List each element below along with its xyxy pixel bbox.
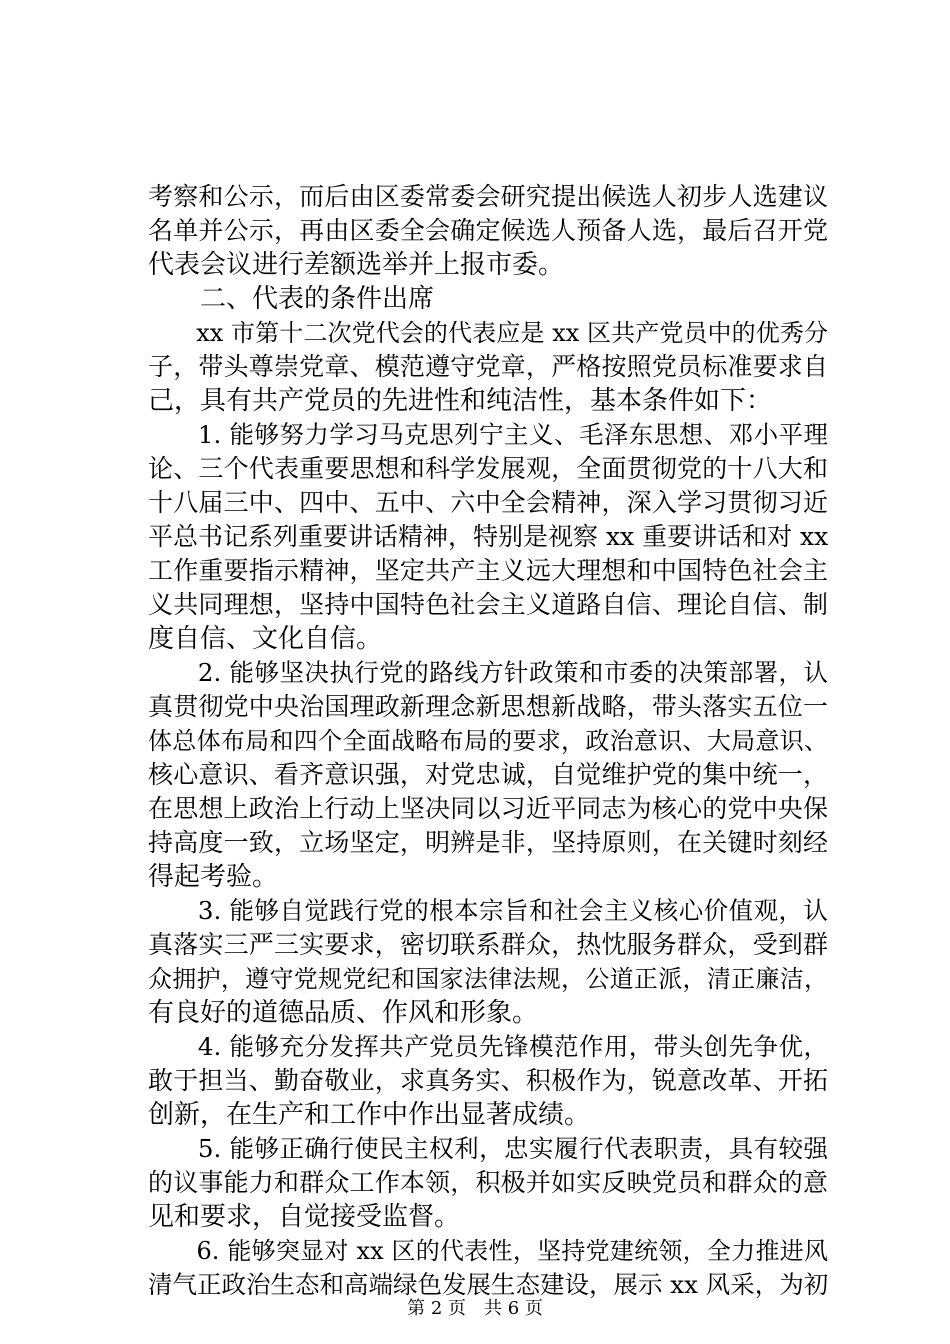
text-line: 真贯彻党中央治国理政新理念新思想新战略，带头落实五位一: [148, 692, 828, 721]
text-line: 2. 能够坚决执行党的路线方针政策和市委的决策部署，认: [148, 658, 828, 687]
text-line: 名单并公示，再由区委全会确定候选人预备人选，最后召开党: [148, 216, 828, 245]
text-line: 真落实三严三实要求，密切联系群众，热忱服务群众，受到群: [148, 930, 828, 959]
text-line: 代表会议进行差额选举并上报市委。: [148, 250, 565, 280]
text-line: 见和要求，自觉接受监督。: [148, 1202, 461, 1232]
text-line: 度自信、文化自信。: [148, 624, 383, 654]
text-line: 体总体布局和四个全面战略布局的要求，政治意识、大局意识、: [148, 727, 828, 755]
page-footer: 第 2 页 共 6 页: [407, 1298, 543, 1319]
text-line: 在思想上政治上行动上坚决同以习近平同志为核心的党中央保: [148, 794, 828, 823]
text-line: 清气正政治生态和高端绿色发展生态建设，展示 xx 风采，为初: [148, 1270, 829, 1299]
text-line: 子，带头尊崇党章、模范遵守党章，严格按照党员标准要求自: [148, 352, 828, 381]
text-line: 义共同理想，坚持中国特色社会主义道路自信、理论自信、制: [148, 590, 828, 619]
text-line: 创新，在生产和工作中作出显著成绩。: [148, 1100, 591, 1130]
text-line: 得起考验。: [148, 862, 279, 892]
text-line: 3. 能够自觉践行党的根本宗旨和社会主义核心价值观，认: [148, 896, 828, 925]
text-line: 6. 能够突显对 xx 区的代表性，坚持党建统领，全力推进风: [148, 1237, 828, 1265]
text-line: 4. 能够充分发挥共产党员先锋模范作用，带头创先争优，: [148, 1032, 828, 1061]
text-line: 持高度一致，立场坚定，明辨是非，坚持原则，在关键时刻经: [148, 828, 828, 857]
text-line: 5. 能够正确行使民主权利，忠实履行代表职责，具有较强: [148, 1134, 828, 1163]
text-line: 己，具有共产党员的先进性和纯洁性，基本条件如下：: [148, 386, 773, 416]
text-line: 核心意识、看齐意识强，对党忠诚，自觉维护党的集中统一，: [148, 760, 828, 789]
text-line: 1. 能够努力学习马克思列宁主义、毛泽东思想、邓小平理: [148, 420, 828, 449]
text-line: 考察和公示，而后由区委常委会研究提出候选人初步人选建议: [148, 182, 828, 211]
text-line: 平总书记系列重要讲话精神，特别是视察 xx 重要讲话和对 xx: [148, 522, 829, 551]
text-line: 工作重要指示精神，坚定共产主义远大理想和中国特色社会主: [148, 556, 828, 585]
text-line: xx 市第十二次党代会的代表应是 xx 区共产党员中的优秀分: [148, 319, 828, 347]
text-line: 的议事能力和群众工作本领，积极并如实反映党员和群众的意: [148, 1168, 828, 1197]
text-line: 有良好的道德品质、作风和形象。: [148, 998, 539, 1028]
section-heading: 二、代表的条件出席: [148, 284, 435, 314]
text-line: 十八届三中、四中、五中、六中全会精神，深入学习贯彻习近: [148, 488, 828, 517]
text-line: 论、三个代表重要思想和科学发展观，全面贯彻党的十八大和: [148, 454, 828, 483]
text-line: 众拥护，遵守党规党纪和国家法律法规，公道正派，清正廉洁，: [148, 965, 828, 993]
text-line: 敢于担当、勤奋敬业，求真务实、积极作为，锐意改革、开拓: [148, 1066, 828, 1095]
